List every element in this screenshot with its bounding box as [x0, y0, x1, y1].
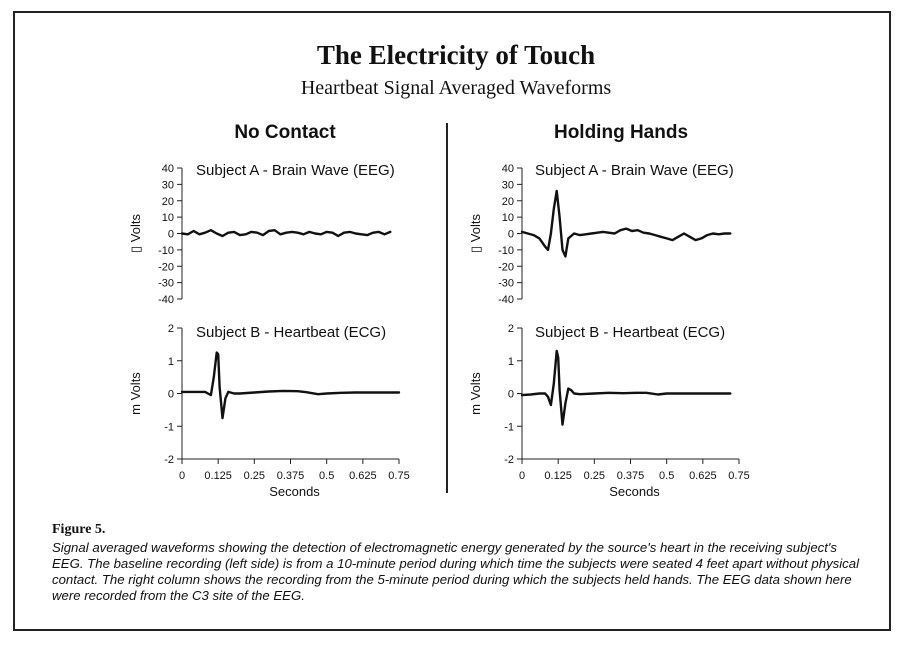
chart-3-x-tick-label: 0.125	[204, 470, 232, 482]
chart-3-x-tick-label: 0.25	[243, 470, 266, 482]
chart-2-y-tick-label: 30	[501, 179, 514, 192]
chart-3-title: Subject B - Heartbeat (ECG)	[196, 324, 387, 341]
chart-4-x-tick-label: 0.75	[728, 470, 750, 482]
column-heading-holding-hands: Holding Hands	[553, 122, 689, 143]
chart-4-y-tick-label: 1	[507, 355, 514, 368]
chart-2-series-1-line	[522, 191, 730, 257]
chart-4-x-tick-label: 0.375	[616, 470, 645, 482]
chart-3-y-tick-label: -1	[164, 421, 174, 434]
chart-4-y-tick-label: 2	[507, 323, 514, 335]
figure-subtitle: Heartbeat Signal Averaged Waveforms	[300, 77, 612, 99]
chart-1-y-tick-label: 10	[161, 212, 174, 225]
caption-label: Figure 5.	[52, 522, 106, 537]
chart-2-y-tick-label: -20	[498, 261, 514, 274]
figure-caption	[52, 522, 862, 604]
chart-4-y-tick-label: 0	[507, 388, 514, 401]
chart-2-y-axis-label: ▯ Volts	[468, 214, 483, 253]
chart-2-title: Subject A - Brain Wave (EEG)	[535, 162, 734, 179]
chart-4-series-1-line	[522, 351, 730, 425]
chart-2-y-tick-label: -40	[498, 294, 514, 306]
chart-1-y-tick-label: 0	[167, 228, 174, 241]
chart-1-series-1-line	[182, 230, 390, 236]
chart-4-y-axis-label: m Volts	[468, 372, 483, 415]
chart-3-x-tick-label: 0.5	[319, 470, 335, 482]
chart-4-x-tick-label: 0	[518, 470, 526, 482]
chart-1-y-tick-label: -30	[158, 277, 174, 290]
chart-3-x-tick-label: 0.75	[388, 470, 410, 482]
chart-3-series-1-line	[182, 353, 399, 419]
chart-3-y-axis-label: m Volts	[128, 372, 143, 415]
chart-3-y-tick-label: 1	[167, 355, 174, 368]
chart-1-title: Subject A - Brain Wave (EEG)	[196, 162, 395, 179]
chart-1-y-tick-label: 40	[161, 163, 174, 175]
chart-4-y-tick-label: -1	[504, 421, 514, 434]
chart-1-y-tick-label: 20	[161, 195, 174, 208]
chart-3-x-tick-label: 0	[178, 470, 186, 482]
column-heading-no-contact: No Contact	[234, 122, 336, 143]
chart-4-x-axis-label: Seconds	[609, 484, 660, 499]
chart-1-y-tick-label: -40	[158, 294, 174, 306]
chart-4-title: Subject B - Heartbeat (ECG)	[535, 324, 726, 341]
chart-1-y-tick-label: -10	[158, 244, 174, 257]
chart-3-y-tick-label: 2	[167, 323, 174, 335]
chart-4-x-tick-label: 0.5	[659, 470, 675, 482]
chart-4-x-tick-label: 0.25	[583, 470, 606, 482]
chart-4-y-tick-label: -2	[504, 454, 514, 466]
figure-title: The Electricity of Touch	[316, 40, 596, 70]
chart-3-x-axis-label: Seconds	[269, 484, 320, 499]
chart-3-x-tick-label: 0.375	[276, 470, 305, 482]
chart-2-y-tick-label: -30	[498, 277, 514, 290]
caption-text: Signal averaged waveforms showing the detection of electromagnetic energy generated by the source's heart in the receiving subject's EEG. The baseline recording (left side) is from a 10-minute period during which time the subjects were seated 4 feet apart without physical contact. The right column shows the recording from the 5-minute period during which the subjects held hands. The EEG data shown here were recorded from the C3 site of the EEG.	[52, 540, 860, 603]
chart-3-x-tick-label: 0.625	[349, 470, 377, 482]
chart-2-y-tick-label: 10	[501, 212, 514, 225]
chart-4-x-tick-label: 0.625	[689, 470, 717, 482]
chart-1-y-tick-label: 30	[161, 179, 174, 192]
chart-2-y-tick-label: 40	[501, 163, 514, 175]
chart-2-y-tick-label: 0	[507, 228, 514, 241]
chart-2-y-tick-label: 20	[501, 195, 514, 208]
chart-2-y-tick-label: -10	[498, 244, 514, 257]
chart-3-y-tick-label: 0	[167, 388, 174, 401]
chart-1-y-axis-label: ▯ Volts	[128, 214, 143, 253]
chart-4-x-tick-label: 0.125	[544, 470, 572, 482]
chart-1-y-tick-label: -20	[158, 261, 174, 274]
chart-3-y-tick-label: -2	[164, 454, 174, 466]
